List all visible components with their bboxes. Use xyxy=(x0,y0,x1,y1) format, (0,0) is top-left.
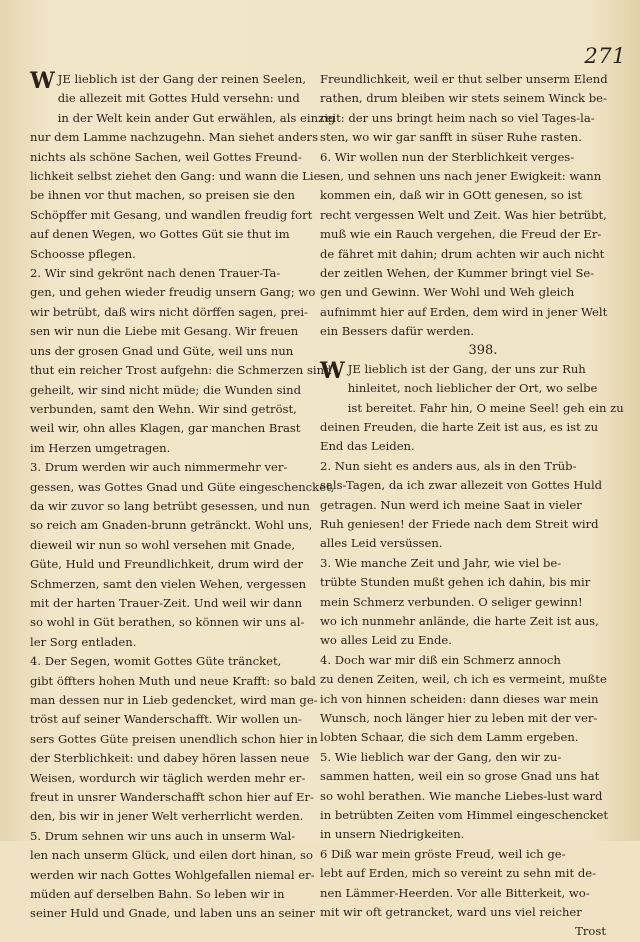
text-line: deinen Freuden, die harte Zeit ist aus, es ist zu xyxy=(320,419,599,434)
text-line: lebt auf Erden, mich so vereint zu sehn mit de- xyxy=(320,866,597,881)
text-line: ich von hinnen scheiden: dann dieses war mein xyxy=(320,691,599,706)
text-line: trübte Stunden mußt gehen ich dahin, bis mir xyxy=(320,575,591,590)
text-line: 3. Wie manche Zeit und Jahr, wie viel be- xyxy=(320,555,562,570)
text-line: wo ich nunmehr anlände, die harte Zeit ist aus, xyxy=(320,613,599,628)
text-line: mit wir oft getrancket, ward uns viel reicher xyxy=(320,905,582,920)
right-column xyxy=(320,70,624,942)
text-line: in betrübten Zeiten vom Himmel eingeschencket xyxy=(320,808,609,823)
text-line: 3. Drum werden wir auch nimmermehr ver- xyxy=(30,460,288,475)
text-line: End das Leiden. xyxy=(320,439,415,454)
text-line: getragen. Nun werd ich meine Saat in vieler xyxy=(320,497,582,512)
text-line: gen, und gehen wieder freudig unsern Gang; wo xyxy=(30,285,316,300)
text-line: alles Leid versüssen. xyxy=(320,536,443,551)
text-line: 5. Wie lieblich war der Gang, den wir zu- xyxy=(320,749,562,764)
text-line: im Herzen umgetragen. xyxy=(30,440,171,455)
text-line: gen und Gewinn. Wer Wohl und Weh gleich xyxy=(320,285,575,300)
text-line: Güte, Huld und Freundlichkeit, drum wird der xyxy=(30,557,304,572)
text-line: der zeitlen Wehen, der Kummer bringt viel Se- xyxy=(320,266,595,281)
text-line: 6. Wir wollen nun der Sterblichkeit verges- xyxy=(320,149,575,164)
drop-cap-initial: W xyxy=(30,68,55,94)
text-line: lobten Schaar, die sich dem Lamm ergeben. xyxy=(320,730,579,745)
text-line: hinleitet, noch lieblicher der Ort, wo selbe xyxy=(347,381,598,396)
text-line: man dessen nur in Lieb gedencket, wird man ge- xyxy=(30,693,318,707)
left-column xyxy=(30,68,336,924)
text-line: gibt öffters hohen Muth und neue Krafft: so bald xyxy=(30,673,316,688)
catchword: Trost xyxy=(575,924,606,939)
text-line: sen, und sehnen uns nach jener Ewigkeit: wann xyxy=(320,169,602,184)
text-line: müden auf derselben Bahn. So leben wir in xyxy=(30,887,285,902)
text-line: de fähret mit dahin; drum achten wir auch nicht xyxy=(320,246,605,261)
text-line: nur dem Lamme nachzugehn. Man siehet anders xyxy=(30,130,319,145)
drop-cap-initial: W xyxy=(320,357,345,384)
text-line: be ihnen vor thut machen, so preisen sie den xyxy=(30,188,295,203)
text-line: JE lieblich ist der Gang, der uns zur Ruh xyxy=(347,361,586,376)
text-line: Schoosse pflegen. xyxy=(30,246,136,261)
text-line: so wohl berathen. Wie manche Liebes-lust ward xyxy=(320,788,603,803)
text-line: wo alles Leid zu Ende. xyxy=(320,633,452,648)
text-line: freut in unsrer Wanderschafft schon hier auf Er- xyxy=(30,790,314,805)
text-line: verbunden, samt den Wehn. Wir sind getröst, xyxy=(30,401,297,416)
text-line: sen wir nun die Liebe mit Gesang. Wir freuen xyxy=(30,324,299,339)
page-number: 271 xyxy=(584,44,626,68)
text-line: sten, wo wir gar sanfft in süser Ruhe rasten. xyxy=(320,130,582,145)
text-line: 2. Nun sieht es anders aus, als in den Trüb- xyxy=(320,458,577,473)
text-line: mein Schmerz verbunden. O seliger gewinn! xyxy=(320,594,583,609)
text-line: sers Gottes Güte preisen unendlich schon hier in xyxy=(30,731,318,746)
text-line: werden wir nach Gottes Wohlgefallen niemal er- xyxy=(30,867,315,882)
text-line: 4. Der Segen, womit Gottes Güte träncket, xyxy=(30,654,282,669)
text-line: so wohl in Güt berathen, so können wir uns al- xyxy=(30,615,305,630)
text-line: den, bis wir in jener Welt verherrlicht werden. xyxy=(30,809,304,824)
text-line: reit: der uns bringt heim nach so viel Tages-la- xyxy=(320,110,595,125)
text-line: ist bereitet. Fahr hin, O meine Seel! geh ein zu xyxy=(347,400,624,415)
text-line: rathen, drum bleiben wir stets seinem Winck be- xyxy=(320,91,607,106)
text-line: tröst auf seiner Wanderschafft. Wir wollen un- xyxy=(30,712,302,727)
text-line: aufnimmt hier auf Erden, dem wird in jener Welt xyxy=(320,304,608,319)
text-line: dieweil wir nun so wohl versehen mit Gnade, xyxy=(30,537,296,552)
text-line: kommen ein, daß wir in GOtt genesen, so ist xyxy=(320,188,582,203)
text-line: Weisen, wordurch wir täglich werden mehr er- xyxy=(30,770,306,785)
text-line: Wunsch, noch länger hier zu leben mit der ver- xyxy=(320,711,598,725)
text-line: Schöpffer mit Gesang, und wandlen freudig fort xyxy=(30,207,313,222)
text-line: wir betrübt, daß wirs nicht dörffen sagen, prei- xyxy=(30,304,308,319)
text-line: in unsern Niedrigkeiten. xyxy=(320,827,465,842)
text-line: thut ein reicher Trost aufgehn: die Schmerzen sind xyxy=(30,363,332,378)
text-line: da wir zuvor so lang betrübt gesessen, und nun xyxy=(30,498,310,513)
hymn-number: 398. xyxy=(468,342,498,358)
text-line: geheilt, wir sind nicht müde; die Wunden sind xyxy=(30,382,301,397)
text-line: in der Welt kein ander Gut erwählen, als einzig xyxy=(57,110,336,125)
text-line: sammen hatten, weil ein so grose Gnad uns hat xyxy=(320,769,600,784)
text-line: JE lieblich ist der Gang der reinen Seelen, xyxy=(57,72,307,86)
text-line: gessen, was Gottes Gnad und Güte eingeschencket, xyxy=(30,479,335,494)
text-line: seiner Huld und Gnade, und laben uns an seiner xyxy=(30,906,315,921)
text-line: die allezeit mit Gottes Huld versehn: und xyxy=(57,91,300,106)
text-line: Freundlichkeit, weil er thut selber unserm Elend xyxy=(320,72,608,86)
text-line: uns der grosen Gnad und Güte, weil uns nun xyxy=(30,343,294,358)
text-line: zu denen Zeiten, weil, ch ich es vermeint, mußte xyxy=(320,672,607,687)
text-line: mit der harten Trauer-Zeit. Und weil wir dann xyxy=(30,595,303,610)
text-line: Schmerzen, samt den vielen Wehen, vergessen xyxy=(30,576,307,591)
text-line: ein Bessers dafür werden. xyxy=(320,324,475,339)
text-line: der Sterblichkeit: und dabey hören lassen neue xyxy=(30,751,310,766)
text-line: nen Lämmer-Heerden. Vor alle Bitterkeit, wo- xyxy=(320,885,590,900)
text-line: Ruh geniesen! der Friede nach dem Streit wird xyxy=(320,516,599,531)
text-line: auf denen Wegen, wo Gottes Güt sie thut im xyxy=(30,227,290,242)
text-line: weil wir, ohn alles Klagen, gar manchen Brast xyxy=(30,421,301,436)
text-line: muß wie ein Rauch vergehen, die Freud der Er- xyxy=(320,227,602,242)
text-line: so reich am Gnaden-brunn getränckt. Wohl uns, xyxy=(30,518,313,533)
text-line: 2. Wir sind gekrönt nach denen Trauer-Ta- xyxy=(30,266,281,281)
text-line: lichkeit selbst ziehet den Gang: und wann die Lie- xyxy=(30,169,325,184)
text-line: 5. Drum sehnen wir uns auch in unserm Wal- xyxy=(30,828,296,843)
text-line: sals-Tagen, da ich zwar allezeit von Gottes Huld xyxy=(320,478,603,493)
text-line: 4. Doch war mir diß ein Schmerz annoch xyxy=(320,652,561,667)
text-line: recht vergessen Welt und Zeit. Was hier betrübt, xyxy=(320,207,607,222)
text-line: 6 Diß war mein gröste Freud, weil ich ge- xyxy=(320,846,566,861)
text-line: nichts als schöne Sachen, weil Gottes Freund- xyxy=(30,149,302,164)
text-line: ler Sorg entladen. xyxy=(30,634,137,649)
text-line: len nach unserm Glück, und eilen dort hinan, so xyxy=(30,848,313,863)
